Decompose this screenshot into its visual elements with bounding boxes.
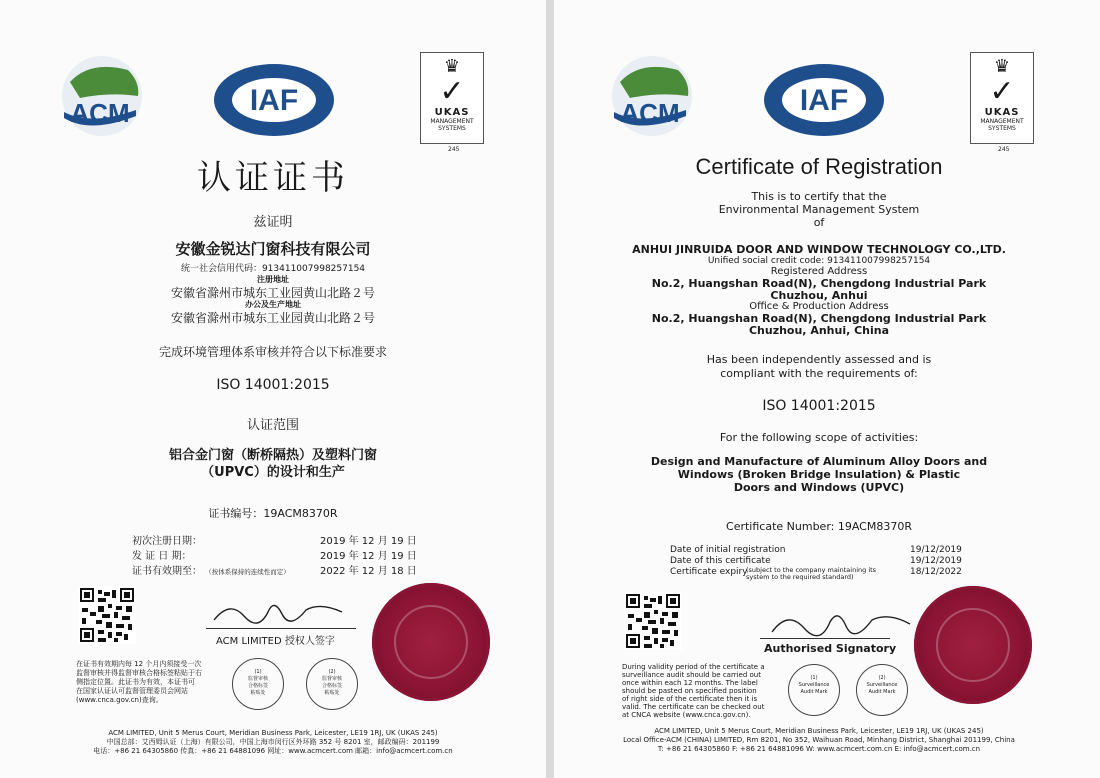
date-value: 19/12/2019 (910, 545, 962, 555)
stamp-line: 粘贴处 (324, 690, 340, 696)
signature-line (760, 638, 890, 639)
stamp-line: (1) (810, 675, 818, 681)
ukas-sub: MANAGEMENT SYSTEMS (980, 118, 1024, 132)
certify-line: of (813, 216, 825, 229)
signature (210, 594, 350, 632)
notice-line: 在证书有效期内每 12 个月内须接受一次 (76, 660, 202, 668)
date-row (132, 547, 432, 562)
stamp-line: 监督审核 (321, 676, 342, 682)
scope-line-2: （UPVC）的设计和生产 (201, 465, 345, 480)
office-address-line-2: Chuzhou, Anhui, China (748, 324, 890, 337)
date-note: (subject to the company maintaining its system to the required standard) (746, 566, 877, 581)
date-value: 2019 年 12 月 19 日 (320, 536, 417, 547)
certificate-english (554, 0, 1100, 778)
date-label: Date of this certificate (670, 556, 771, 566)
footer-line: T: +86 21 64305860 F: +86 21 64881096 W: www.acmcert.com.cn E: info@acmcert.com.cn (657, 745, 981, 753)
notice-line: 侧指定位置。此证书为有效，本证书可 (76, 678, 195, 686)
credit-code: Unified social credit code: 913411007998257154 (707, 256, 931, 266)
scope-text (554, 455, 1084, 494)
office-address-line-1: No.2, Huangshan Road(N), Chengdong Industrial Park (651, 312, 987, 325)
assessed-text (554, 353, 1084, 381)
date-label: 初次注册日期： (132, 536, 202, 547)
audit-stamp-2 (856, 664, 908, 716)
qr-code (78, 586, 136, 644)
registered-address-label: 注册地址 (257, 275, 289, 284)
ukas-name: UKAS (434, 107, 470, 118)
registered-address-line-1: No.2, Huangshan Road(N), Chengdong Industrial Park (651, 277, 987, 290)
svg-text:IAF: IAF (799, 84, 849, 117)
signatory-label: ACM LIMITED 授权人签字 (216, 636, 335, 647)
footer (554, 727, 1084, 754)
acm-text: ACM (70, 98, 130, 128)
statement: 完成环境管理体系审核并符合以下标准要求 (158, 345, 387, 359)
acm-text: ACM (620, 98, 680, 128)
scope-line: Doors and Windows (UPVC) (733, 481, 905, 494)
registered-address: 安徽省滁州市城东工业园黄山北路２号 (170, 286, 375, 300)
footer-line: 中国总部：艾西姆认证（上海）有限公司，中国上海市闵行区外环路 352 号 8201 室，邮政编码：201199 (106, 738, 440, 746)
surveillance-notice (76, 660, 206, 705)
signature-line (206, 628, 356, 629)
iaf-logo (762, 62, 886, 138)
date-row (132, 532, 432, 547)
office-address-label: Office & Production Address (749, 301, 889, 312)
credit-code: 统一社会信用代码：913411007998257154 (180, 264, 366, 274)
date-label: Date of initial registration (670, 545, 786, 555)
stamp-line: 监督审核 (247, 676, 268, 682)
scope-line: Windows (Broken Bridge Insulation) & Plastic (677, 468, 961, 481)
stamp-line: (2) (878, 675, 886, 681)
notice-line: of right side of the certificate then it is (622, 695, 758, 703)
crown-icon: ♛ (443, 56, 461, 77)
ukas-number: 245 (448, 146, 460, 153)
footer (0, 729, 546, 756)
date-row (670, 566, 970, 581)
registered-address-label: Registered Address (770, 266, 868, 277)
date-value: 2019 年 12 月 19 日 (320, 551, 417, 562)
notice-line: surveillance audit should be carried out (622, 671, 761, 679)
svg-text:IAF: IAF (249, 84, 299, 117)
standard: ISO 14001:2015 (762, 398, 876, 414)
assessed-line: Has been independently assessed and is (706, 353, 932, 366)
audit-stamp-1 (788, 664, 840, 716)
standard: ISO 14001:2015 (216, 377, 330, 393)
notice-line: During validity period of the certificate a (622, 663, 765, 671)
ukas-number: 245 (998, 146, 1010, 153)
company-name: ANHUI JINRUIDA DOOR AND WINDOW TECHNOLOGY CO.,LTD. (632, 243, 1006, 256)
stamp-line: 合格标签 (321, 683, 342, 689)
certify-text: 兹证明 (253, 215, 293, 230)
certify-text (554, 190, 1084, 229)
stamp-line: Surveillance (866, 682, 898, 688)
company-name: 安徽金锐达门窗科技有限公司 (175, 240, 371, 258)
assessed-line: compliant with the requirements of: (720, 367, 918, 380)
footer-line: 电话：+86 21 64305860 传真：+86 21 64881096 网址：www.acmcert.com 邮箱：info@acmcert.com.cn (93, 747, 453, 755)
date-label: Certificate expiry (670, 567, 748, 577)
stamp-line: (1) (254, 669, 262, 675)
notice-line: at CNCA website (www.cnca.gov.cn). (622, 711, 751, 719)
certificate-number: 证书编号：19ACM8370R (208, 507, 338, 520)
scope-label: 认证范围 (246, 418, 299, 433)
ukas-name: UKAS (984, 107, 1020, 118)
date-note: （按体系保持的连续性而定） (205, 568, 290, 576)
notice-line: once within each 12 months. The label (622, 679, 758, 687)
date-value: 19/12/2019 (910, 556, 962, 566)
office-address: 安徽省滁州市城东工业园黄山北路２号 (170, 311, 375, 325)
crown-icon: ♛ (993, 56, 1011, 77)
footer-line: ACM LIMITED, Unit 5 Merus Court, Meridian Business Park, Leicester, LE19 1RJ, UK (UKAS 245) (654, 727, 984, 735)
seal (372, 583, 490, 701)
ukas-mark (420, 52, 484, 144)
acm-logo (50, 52, 150, 142)
scope-label: For the following scope of activities: (719, 431, 919, 444)
date-label: 证书有效期至： (132, 566, 202, 577)
notice-line: 监督审核并得监督审核合格标签粘贴于右 (76, 669, 202, 677)
iaf-logo (212, 62, 336, 138)
surveillance-notice (622, 663, 792, 719)
date-value: 2022 年 12 月 18 日 (320, 566, 417, 577)
stamp-line: Audit Mark (800, 689, 828, 695)
date-row (670, 556, 970, 566)
office-address-label: 办公及生产地址 (245, 300, 301, 309)
page-title: Certificate of Registration (695, 154, 943, 179)
signatory-label: Authorised Signatory (764, 642, 897, 655)
ukas-sub: MANAGEMENT SYSTEMS (430, 118, 474, 132)
audit-stamp-2 (306, 658, 358, 710)
scope-line: Design and Manufacture of Aluminum Alloy Doors and (650, 455, 988, 468)
tick-icon: ✓ (439, 74, 465, 109)
date-value: 18/12/2022 (910, 567, 962, 577)
audit-stamp-1 (232, 658, 284, 710)
notice-line: should be pasted on specified position (622, 687, 757, 695)
tick-icon: ✓ (989, 74, 1015, 109)
stamp-line: 合格标签 (247, 683, 268, 689)
certificate-number: Certificate Number: 19ACM8370R (726, 520, 912, 533)
notice-line: (www.cnca.gov.cn)查询。 (76, 696, 163, 704)
date-row (670, 545, 970, 555)
acm-logo (600, 52, 700, 142)
stamp-line: 粘贴处 (250, 690, 266, 696)
footer-line: Local Office-ACM (CHINA) LIMITED, Rm 8201, No 352, Waihuan Road, Minhang District, Shanghai 201199, China (623, 736, 1015, 744)
scope-line-1: 铝合金门窗（断桥隔热）及塑料门窗 (168, 448, 377, 463)
date-label: 发 证 日 期： (132, 551, 192, 562)
ukas-mark (970, 52, 1034, 144)
footer-line: ACM LIMITED, Unit 5 Merus Court, Meridian Business Park, Leicester, LE19 1RJ, UK (UKAS 245) (108, 729, 438, 737)
notice-line: 在国家认证认可监督管理委员会网站 (76, 687, 188, 695)
notice-line: valid. The certificate can be checked out (622, 703, 765, 711)
stamp-line: Surveillance (798, 682, 830, 688)
registered-address-line-2: Chuzhou, Anhui (770, 289, 868, 302)
date-row (132, 562, 432, 577)
seal (914, 586, 1032, 704)
qr-code (624, 592, 682, 650)
stamp-line: Audit Mark (868, 689, 896, 695)
page-title: 认证证书 (197, 158, 349, 198)
certify-line: Environmental Management System (718, 203, 920, 216)
stamp-line: (2) (328, 669, 336, 675)
certificate-chinese (0, 0, 546, 778)
certify-line: This is to certify that the (751, 190, 887, 203)
